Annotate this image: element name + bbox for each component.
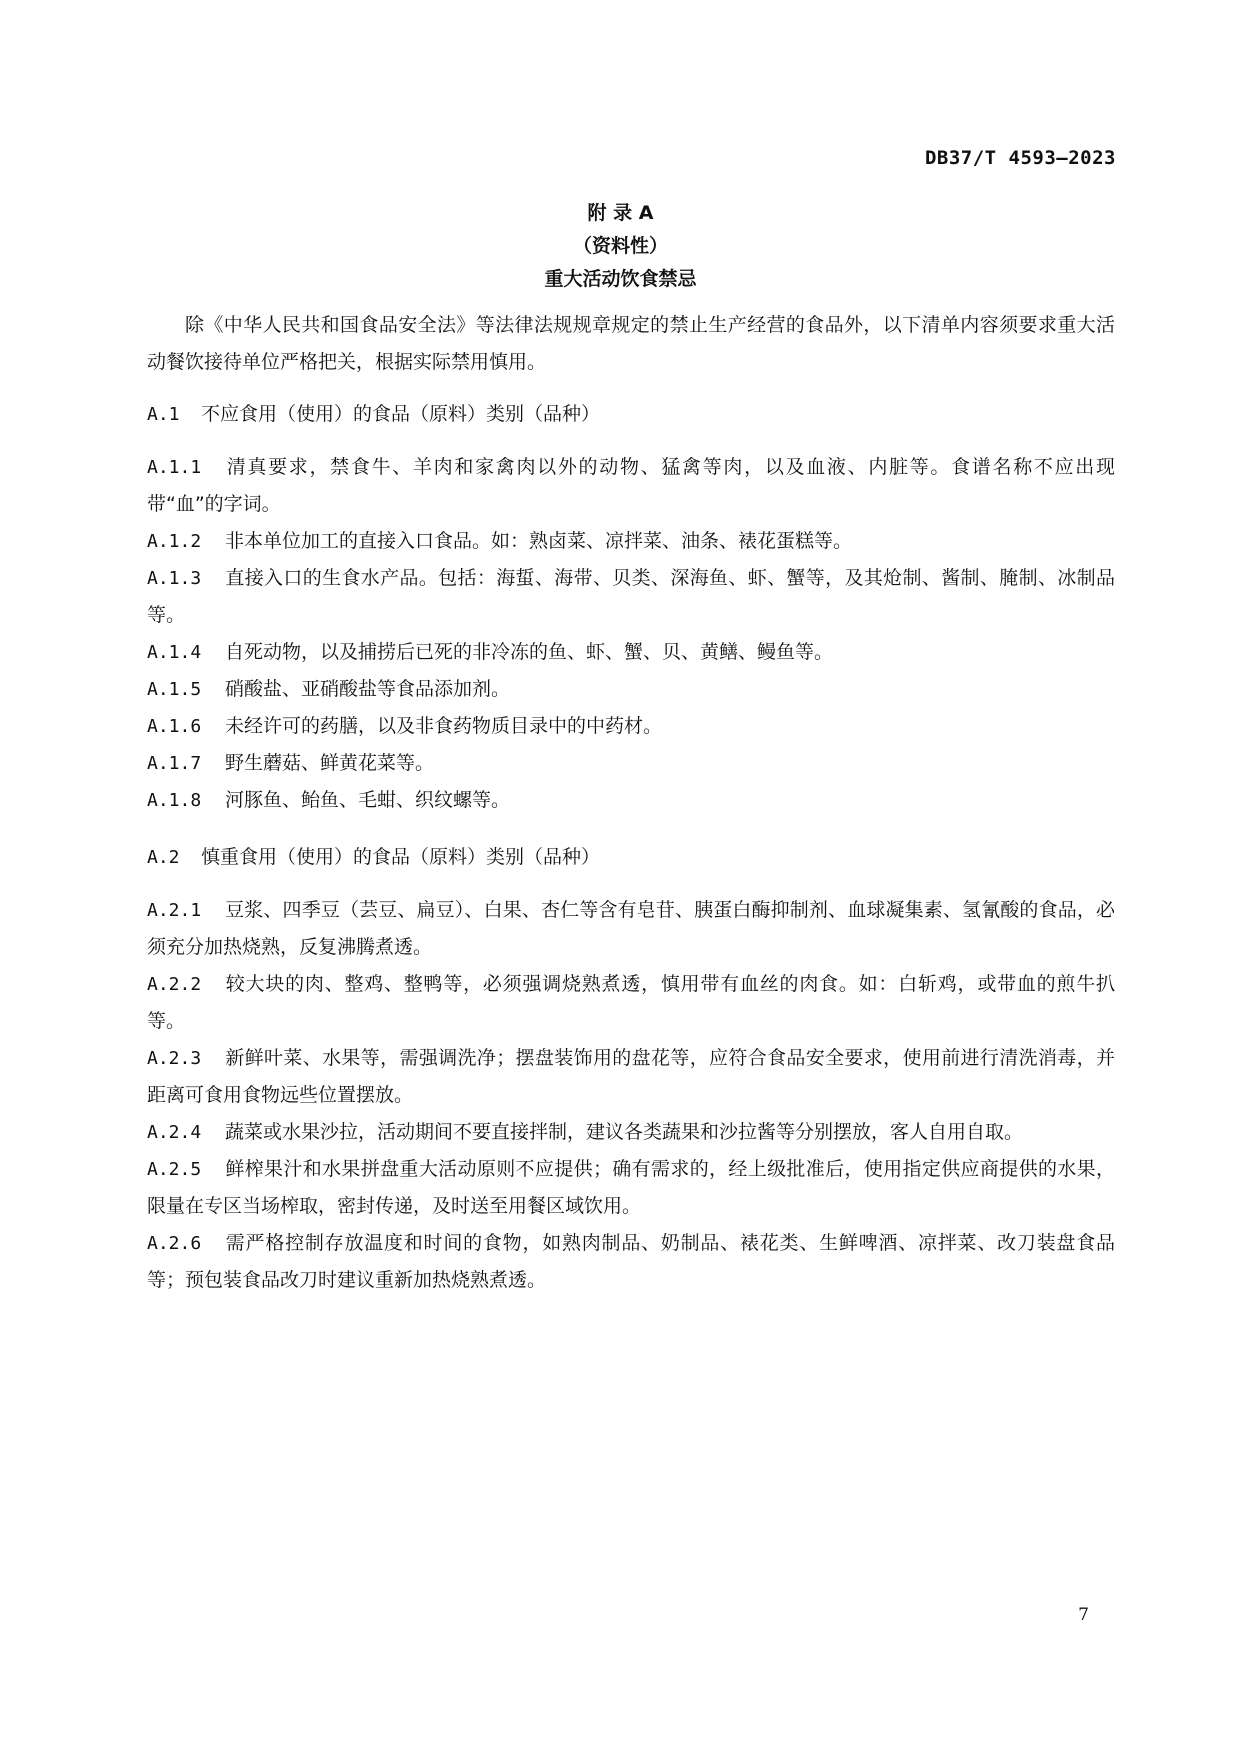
- item-text: 硝酸盐、亚硝酸盐等食品添加剂。: [225, 678, 511, 700]
- list-item: [147, 634, 1115, 671]
- section-title: 慎重食用（使用）的食品（原料）类别（品种）: [201, 846, 601, 868]
- item-text: 河豚鱼、鲐鱼、毛蚶、织纹螺等。: [225, 789, 511, 811]
- section-a1: [147, 396, 1115, 819]
- list-item: [147, 523, 1115, 560]
- item-text: 豆浆、四季豆（芸豆、扁豆）、白果、杏仁等含有皂苷、胰蛋白酶抑制剂、血球凝集素、氢氰酸的食品，必须充分加热烧熟，反复沸腾煮透。: [147, 899, 1115, 958]
- item-text: 未经许可的药膳，以及非食药物质目录中的中药材。: [225, 715, 663, 737]
- item-text: 新鲜叶菜、水果等，需强调洗净；摆盘装饰用的盘花等，应符合食品安全要求，使用前进行清洗消毒，并距离可食用食物远些位置摆放。: [147, 1047, 1115, 1106]
- item-number: A.1.5: [147, 679, 202, 700]
- intro-paragraph: 除《中华人民共和国食品安全法》等法律法规规章规定的禁止生产经营的食品外，以下清单内容须要求重大活动餐饮接待单位严格把关，根据实际禁用慎用。: [147, 314, 1115, 373]
- item-text: 清真要求，禁食牛、羊肉和家禽肉以外的动物、猛禽等肉，以及血液、内脏等。食谱名称不应出现带“血”的字词。: [147, 456, 1115, 515]
- item-text: 蔬菜或水果沙拉，活动期间不要直接拌制，建议各类蔬果和沙拉酱等分别摆放，客人自用自取。: [225, 1121, 1024, 1143]
- list-item: [147, 560, 1115, 634]
- item-text: 需严格控制存放温度和时间的食物，如熟肉制品、奶制品、裱花类、生鲜啤酒、凉拌菜、改刀装盘食品等；预包装食品改刀时建议重新加热烧熟煮透。: [147, 1232, 1115, 1291]
- item-number: A.1.8: [147, 790, 202, 811]
- list-item: [147, 966, 1115, 1040]
- item-number: A.2.5: [147, 1159, 202, 1180]
- document-body: [147, 307, 1115, 1319]
- item-number: A.2.4: [147, 1122, 202, 1143]
- item-text: 直接入口的生食水产品。包括：海蜇、海带、贝类、深海鱼、虾、蟹等，及其炝制、酱制、腌制、冰制品等。: [147, 567, 1115, 626]
- item-number: A.1.4: [147, 642, 202, 663]
- section-heading: [147, 839, 1115, 876]
- list-item: [147, 782, 1115, 819]
- section-number: A.1: [147, 404, 180, 425]
- item-number: A.1.7: [147, 753, 202, 774]
- item-number: A.1.2: [147, 531, 202, 552]
- appendix-type: （资料性）: [572, 235, 668, 257]
- list-item: [147, 671, 1115, 708]
- list-item: [147, 708, 1115, 745]
- section-a2: [147, 839, 1115, 1299]
- item-number: A.2.1: [147, 900, 202, 921]
- item-text: 较大块的肉、整鸡、整鸭等，必须强调烧熟煮透，慎用带有血丝的肉食。如：白斩鸡，或带血的煎牛扒等。: [147, 973, 1115, 1032]
- document-id: DB37/T 4593—2023: [924, 147, 1116, 169]
- section-title: 不应食用（使用）的食品（原料）类别（品种）: [201, 403, 601, 425]
- section-heading: [147, 396, 1115, 433]
- appendix-label: 附 录 A: [587, 202, 654, 224]
- list-item: [147, 1114, 1115, 1151]
- list-item: [147, 1151, 1115, 1225]
- item-text: 自死动物，以及捕捞后已死的非冷冻的鱼、虾、蟹、贝、黄鳝、鳗鱼等。: [225, 641, 834, 663]
- item-text: 非本单位加工的直接入口食品。如：熟卤菜、凉拌菜、油条、裱花蛋糕等。: [225, 530, 853, 552]
- appendix-title: 重大活动饮食禁忌: [544, 268, 697, 290]
- item-number: A.1.6: [147, 716, 202, 737]
- list-item: [147, 892, 1115, 966]
- list-item: [147, 745, 1115, 782]
- list-item: [147, 1040, 1115, 1114]
- section-number: A.2: [147, 847, 180, 868]
- item-number: A.1.3: [147, 568, 202, 589]
- list-item: [147, 449, 1115, 523]
- item-text: 野生蘑菇、鲜黄花菜等。: [225, 752, 435, 774]
- item-number: A.1.1: [147, 457, 202, 478]
- item-number: A.2.6: [147, 1233, 202, 1254]
- list-item: [147, 1225, 1115, 1299]
- appendix-titles: [0, 197, 1241, 296]
- page-number: 7: [1078, 1605, 1089, 1625]
- item-text: 鲜榨果汁和水果拼盘重大活动原则不应提供；确有需求的，经上级批准后，使用指定供应商提供的水果，限量在专区当场榨取，密封传递，及时送至用餐区域饮用。: [147, 1158, 1115, 1217]
- item-number: A.2.2: [147, 974, 202, 995]
- item-number: A.2.3: [147, 1048, 202, 1069]
